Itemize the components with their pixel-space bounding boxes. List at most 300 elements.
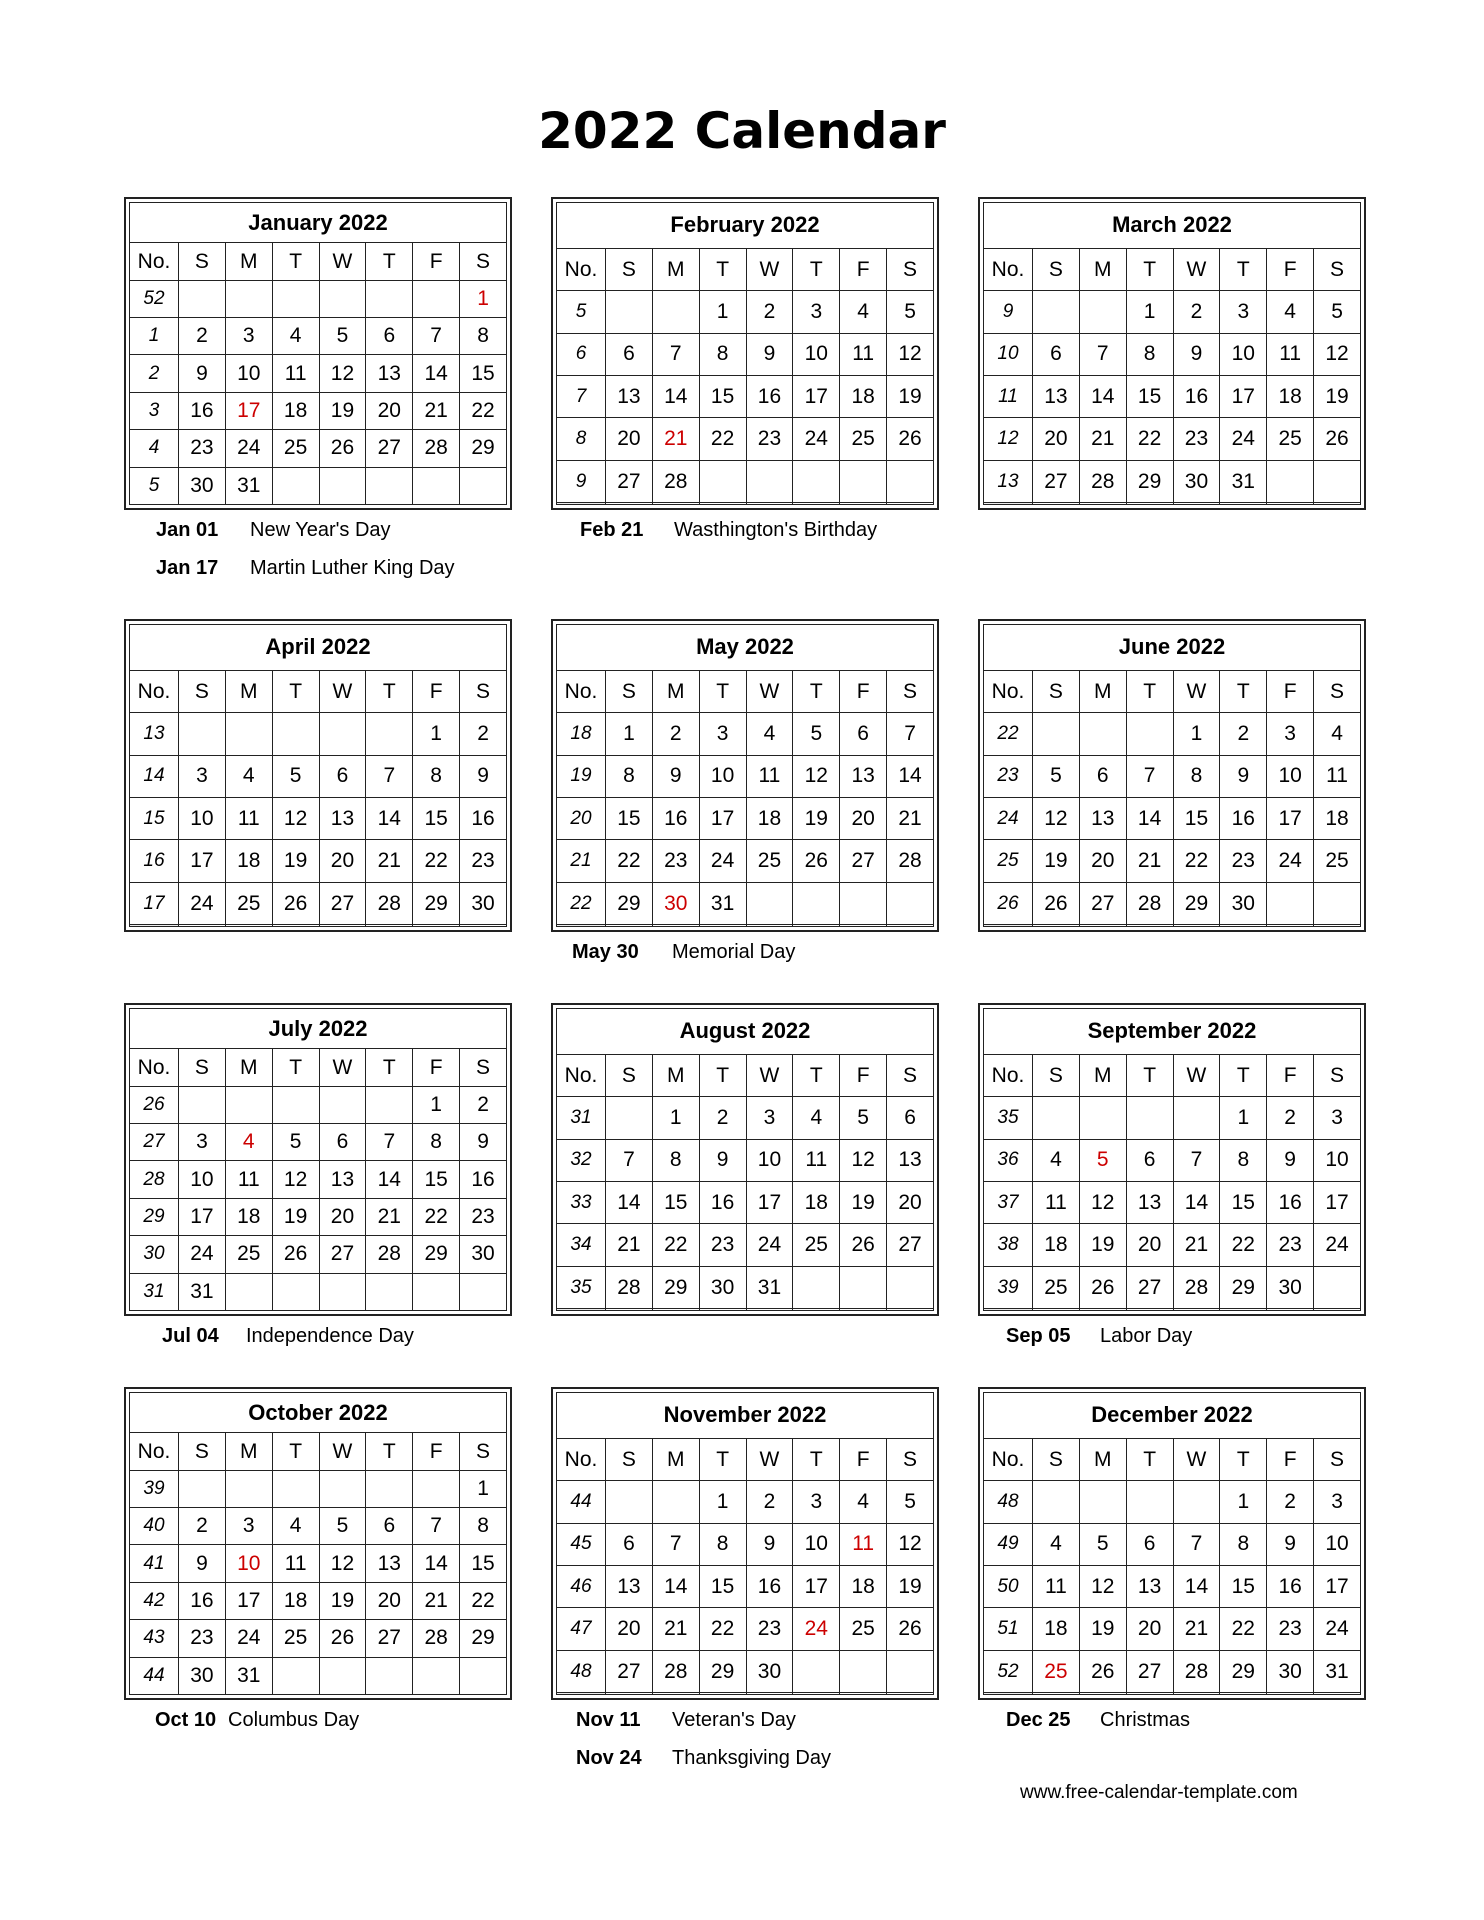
day-cell: 5 (887, 1481, 934, 1523)
day-cell: 22 (413, 1198, 460, 1235)
day-cell: 6 (1033, 333, 1080, 375)
week-number: 3 (130, 392, 179, 429)
week-number: 14 (130, 755, 179, 797)
week-row (984, 1182, 1361, 1224)
day-cell: 9 (746, 333, 793, 375)
day-cell (887, 1309, 934, 1311)
holiday-date: Feb 21 (580, 519, 644, 541)
day-cell (1033, 1309, 1080, 1311)
day-cell: 18 (840, 376, 887, 418)
day-cell (366, 1657, 413, 1694)
day-cell: 1 (1220, 1481, 1267, 1523)
day-cell: 18 (1033, 1608, 1080, 1650)
day-cell: 20 (366, 1582, 413, 1619)
day-cell: 2 (1267, 1481, 1314, 1523)
week-number: 27 (130, 1124, 179, 1161)
weekday-header: F (413, 243, 460, 280)
week-row (557, 1566, 934, 1608)
day-cell: 21 (887, 798, 934, 840)
day-cell: 9 (460, 1124, 507, 1161)
day-cell: 31 (179, 1273, 226, 1310)
day-cell (366, 280, 413, 317)
day-cell (1126, 925, 1173, 927)
weekday-header: M (652, 248, 699, 290)
day-cell (272, 1657, 319, 1694)
day-cell: 24 (179, 1236, 226, 1273)
week-number: 5 (557, 291, 606, 333)
holiday-date: Nov 11 (576, 1709, 641, 1731)
day-cell: 2 (460, 713, 507, 755)
weekday-header: T (366, 670, 413, 712)
day-cell: 26 (793, 840, 840, 882)
day-cell: 24 (793, 418, 840, 460)
month-title: March 2022 (984, 203, 1361, 249)
day-cell: 8 (1220, 1139, 1267, 1181)
day-cell: 21 (1126, 840, 1173, 882)
weekday-header: W (746, 1438, 793, 1480)
day-cell: 19 (1079, 1224, 1126, 1266)
day-cell: 1 (606, 713, 653, 755)
weekday-header: S (1314, 1054, 1361, 1096)
day-cell: 2 (746, 291, 793, 333)
day-cell (793, 1650, 840, 1692)
day-cell: 12 (1314, 333, 1361, 375)
week-row (557, 882, 934, 924)
day-cell: 29 (413, 1236, 460, 1273)
day-cell (699, 1309, 746, 1311)
day-cell: 23 (652, 840, 699, 882)
holiday-name: Labor Day (1100, 1325, 1193, 1347)
weekday-header: M (652, 1054, 699, 1096)
weekday-header: S (887, 670, 934, 712)
day-cell (1079, 1097, 1126, 1139)
month-title: September 2022 (984, 1009, 1361, 1055)
day-cell: 31 (225, 467, 272, 504)
day-cell: 20 (606, 418, 653, 460)
weekday-header: T (1126, 670, 1173, 712)
week-number: 45 (557, 1523, 606, 1565)
day-cell (746, 882, 793, 924)
holiday-date: Nov 24 (576, 1747, 642, 1769)
day-cell: 19 (272, 1198, 319, 1235)
day-cell (1314, 925, 1361, 927)
holiday-name: Memorial Day (672, 941, 796, 963)
day-cell: 1 (413, 1086, 460, 1123)
day-cell: 6 (887, 1097, 934, 1139)
day-cell: 29 (652, 1266, 699, 1308)
day-cell: 29 (699, 1650, 746, 1692)
day-cell: 20 (887, 1182, 934, 1224)
weekday-header: S (179, 1433, 226, 1470)
day-cell: 2 (1220, 713, 1267, 755)
day-cell: 10 (1220, 333, 1267, 375)
day-cell: 4 (1033, 1523, 1080, 1565)
weekday-header: T (272, 243, 319, 280)
day-cell (793, 503, 840, 505)
day-cell: 17 (1314, 1566, 1361, 1608)
day-cell: 20 (1079, 840, 1126, 882)
day-cell (606, 1097, 653, 1139)
day-cell: 24 (746, 1224, 793, 1266)
day-cell: 23 (746, 418, 793, 460)
holiday-name: New Year's Day (250, 519, 391, 541)
week-row (130, 1545, 507, 1582)
weekday-header: M (1079, 1438, 1126, 1480)
day-cell: 6 (366, 318, 413, 355)
day-cell: 30 (1267, 1266, 1314, 1308)
week-row (130, 1582, 507, 1619)
holiday-date: Oct 10 (155, 1709, 217, 1731)
day-cell: 20 (1033, 418, 1080, 460)
day-cell: 25 (840, 1608, 887, 1650)
week-row (557, 1224, 934, 1266)
week-row (984, 1481, 1361, 1523)
day-cell: 25 (1033, 1266, 1080, 1308)
week-row (130, 318, 507, 355)
month-title: June 2022 (984, 625, 1361, 671)
weekday-header: M (652, 670, 699, 712)
holiday-name: Martin Luther King Day (250, 557, 455, 579)
weekday-header: S (606, 248, 653, 290)
day-cell: 7 (366, 755, 413, 797)
day-cell: 7 (1173, 1139, 1220, 1181)
day-cell: 14 (1079, 376, 1126, 418)
week-number: 13 (130, 713, 179, 755)
day-cell: 23 (1220, 840, 1267, 882)
day-cell: 28 (1173, 1266, 1220, 1308)
day-cell: 14 (366, 1161, 413, 1198)
day-cell: 2 (1173, 291, 1220, 333)
day-cell: 2 (460, 1086, 507, 1123)
day-cell: 13 (606, 376, 653, 418)
day-cell (887, 460, 934, 502)
week-row (557, 1481, 934, 1523)
day-cell: 15 (413, 798, 460, 840)
week-number: 49 (984, 1523, 1033, 1565)
day-cell: 21 (606, 1224, 653, 1266)
day-cell: 15 (460, 355, 507, 392)
week-number: 24 (984, 798, 1033, 840)
week-number: 10 (984, 333, 1033, 375)
day-cell (1033, 291, 1080, 333)
day-cell: 11 (225, 1161, 272, 1198)
day-cell: 10 (1314, 1139, 1361, 1181)
week-number: 25 (984, 840, 1033, 882)
day-cell: 14 (366, 798, 413, 840)
day-cell: 18 (1314, 798, 1361, 840)
week-row (984, 925, 1361, 927)
day-cell (272, 280, 319, 317)
week-number (984, 503, 1033, 505)
week-row (130, 1236, 507, 1273)
day-cell: 1 (652, 1097, 699, 1139)
day-cell: 26 (319, 430, 366, 467)
day-cell: 16 (746, 1566, 793, 1608)
day-cell: 25 (746, 840, 793, 882)
weekday-header: W (1173, 1438, 1220, 1480)
day-cell: 25 (272, 430, 319, 467)
day-cell (413, 1273, 460, 1310)
day-cell: 27 (366, 430, 413, 467)
day-cell: 9 (179, 355, 226, 392)
day-cell (179, 1086, 226, 1123)
week-number: 39 (984, 1266, 1033, 1308)
day-cell: 17 (746, 1182, 793, 1224)
holiday-name: Columbus Day (228, 1709, 360, 1731)
week-number: 20 (557, 798, 606, 840)
day-cell: 25 (225, 1236, 272, 1273)
day-cell: 16 (1173, 376, 1220, 418)
day-cell: 12 (272, 798, 319, 840)
week-number: 44 (130, 1657, 179, 1694)
day-cell (746, 1693, 793, 1695)
day-cell: 29 (1220, 1650, 1267, 1692)
weekday-header: W (1173, 1054, 1220, 1096)
day-cell: 8 (413, 1124, 460, 1161)
day-cell: 24 (699, 840, 746, 882)
day-cell: 19 (1314, 376, 1361, 418)
day-cell: 1 (1220, 1097, 1267, 1139)
day-cell: 11 (840, 333, 887, 375)
holiday-date: Sep 05 (1006, 1325, 1071, 1347)
weekday-header: F (840, 1438, 887, 1480)
day-cell: 10 (699, 755, 746, 797)
week-number: 43 (130, 1620, 179, 1657)
day-cell: 30 (179, 1657, 226, 1694)
holiday-date: May 30 (572, 941, 639, 963)
weekday-header: S (1314, 1438, 1361, 1480)
day-cell: 15 (699, 1566, 746, 1608)
day-cell: 6 (1126, 1139, 1173, 1181)
week-number-header: No. (130, 1433, 179, 1470)
weekday-header: F (413, 1433, 460, 1470)
week-row (984, 376, 1361, 418)
week-row (130, 1508, 507, 1545)
day-cell (699, 925, 746, 927)
week-number: 26 (130, 1086, 179, 1123)
day-cell: 17 (793, 376, 840, 418)
day-cell (366, 1273, 413, 1310)
week-number: 4 (130, 430, 179, 467)
week-row (130, 430, 507, 467)
day-cell: 9 (1267, 1139, 1314, 1181)
day-cell: 2 (652, 713, 699, 755)
week-row (984, 1139, 1361, 1181)
day-cell: 11 (225, 798, 272, 840)
day-cell: 23 (1267, 1224, 1314, 1266)
day-cell: 8 (413, 755, 460, 797)
day-cell: 6 (840, 713, 887, 755)
week-row (130, 713, 507, 755)
weekday-header: F (1267, 670, 1314, 712)
day-cell: 15 (699, 376, 746, 418)
day-cell: 25 (840, 418, 887, 460)
day-cell: 4 (272, 318, 319, 355)
week-number: 48 (557, 1650, 606, 1692)
day-cell (179, 1470, 226, 1507)
week-row (557, 1266, 934, 1308)
day-cell (225, 1086, 272, 1123)
day-cell: 1 (1173, 713, 1220, 755)
day-cell: 12 (887, 333, 934, 375)
day-cell: 5 (1079, 1139, 1126, 1181)
day-cell: 13 (319, 1161, 366, 1198)
day-cell (319, 925, 366, 927)
day-cell (1267, 503, 1314, 505)
week-number (557, 503, 606, 505)
day-cell (1220, 1309, 1267, 1311)
day-cell: 16 (1267, 1182, 1314, 1224)
day-cell: 24 (1314, 1608, 1361, 1650)
day-cell: 15 (1126, 376, 1173, 418)
day-cell: 5 (1079, 1523, 1126, 1565)
weekday-header: S (460, 243, 507, 280)
weekday-header: T (366, 1049, 413, 1086)
day-cell: 13 (1126, 1182, 1173, 1224)
day-cell: 15 (652, 1182, 699, 1224)
day-cell: 31 (1314, 1650, 1361, 1692)
week-row (984, 1608, 1361, 1650)
day-cell: 23 (179, 1620, 226, 1657)
week-row (557, 925, 934, 927)
week-number: 30 (130, 1236, 179, 1273)
day-cell (179, 713, 226, 755)
day-cell: 15 (1173, 798, 1220, 840)
day-cell (1267, 1309, 1314, 1311)
month-calendar (551, 619, 939, 932)
day-cell: 3 (699, 713, 746, 755)
weekday-header: T (366, 1433, 413, 1470)
weekday-header: S (1033, 248, 1080, 290)
month-calendar (124, 619, 512, 932)
week-row (557, 333, 934, 375)
day-cell: 15 (460, 1545, 507, 1582)
day-cell: 5 (887, 291, 934, 333)
holiday-date: Jul 04 (162, 1325, 219, 1347)
day-cell: 25 (1314, 840, 1361, 882)
day-cell: 31 (746, 1266, 793, 1308)
week-row (130, 755, 507, 797)
day-cell: 4 (225, 1124, 272, 1161)
weekday-header: M (1079, 670, 1126, 712)
day-cell: 7 (413, 1508, 460, 1545)
day-cell: 5 (319, 1508, 366, 1545)
day-cell: 23 (460, 840, 507, 882)
day-cell: 13 (887, 1139, 934, 1181)
week-number-header: No. (984, 1438, 1033, 1480)
weekday-header: T (366, 243, 413, 280)
day-cell: 21 (1173, 1224, 1220, 1266)
week-number: 1 (130, 318, 179, 355)
day-cell: 11 (272, 355, 319, 392)
day-cell: 27 (1079, 882, 1126, 924)
weekday-header: T (272, 1049, 319, 1086)
day-cell: 6 (1126, 1523, 1173, 1565)
day-cell (746, 460, 793, 502)
day-cell (1173, 1097, 1220, 1139)
day-cell: 21 (652, 1608, 699, 1650)
week-number-header: No. (130, 1049, 179, 1086)
week-row (984, 1650, 1361, 1692)
day-cell (1079, 925, 1126, 927)
day-cell: 20 (366, 392, 413, 429)
day-cell: 27 (1126, 1266, 1173, 1308)
day-cell: 10 (179, 1161, 226, 1198)
day-cell: 23 (746, 1608, 793, 1650)
week-number: 17 (130, 882, 179, 924)
day-cell: 7 (1173, 1523, 1220, 1565)
day-cell: 14 (1173, 1182, 1220, 1224)
day-cell: 15 (413, 1161, 460, 1198)
day-cell (366, 467, 413, 504)
day-cell: 19 (840, 1182, 887, 1224)
week-number (984, 1309, 1033, 1311)
day-cell (840, 1266, 887, 1308)
week-row (557, 1608, 934, 1650)
weekday-header: M (652, 1438, 699, 1480)
day-cell: 29 (460, 1620, 507, 1657)
day-cell: 14 (1126, 798, 1173, 840)
day-cell: 7 (652, 333, 699, 375)
day-cell: 3 (793, 1481, 840, 1523)
day-cell (1314, 1693, 1361, 1695)
day-cell: 20 (319, 1198, 366, 1235)
day-cell: 13 (1079, 798, 1126, 840)
month-title: November 2022 (557, 1393, 934, 1439)
day-cell: 11 (840, 1523, 887, 1565)
day-cell: 6 (319, 755, 366, 797)
day-cell (272, 713, 319, 755)
day-cell: 25 (225, 882, 272, 924)
weekday-header: S (460, 1049, 507, 1086)
week-number: 28 (130, 1161, 179, 1198)
day-cell: 8 (460, 318, 507, 355)
weekday-header: T (699, 1438, 746, 1480)
day-cell: 11 (1314, 755, 1361, 797)
week-number: 44 (557, 1481, 606, 1523)
week-row (984, 418, 1361, 460)
day-cell: 17 (1267, 798, 1314, 840)
week-number: 35 (984, 1097, 1033, 1139)
week-row (984, 1309, 1361, 1311)
day-cell: 9 (179, 1545, 226, 1582)
day-cell: 9 (652, 755, 699, 797)
day-cell: 5 (1314, 291, 1361, 333)
month-calendar (551, 1003, 939, 1316)
week-row (984, 503, 1361, 505)
week-row (984, 798, 1361, 840)
day-cell: 17 (179, 1198, 226, 1235)
day-cell: 17 (699, 798, 746, 840)
holiday-date: Jan 17 (156, 557, 219, 579)
day-cell: 22 (413, 840, 460, 882)
day-cell: 29 (460, 430, 507, 467)
day-cell: 12 (887, 1523, 934, 1565)
week-row (130, 1124, 507, 1161)
day-cell: 22 (1220, 1224, 1267, 1266)
week-number: 6 (557, 333, 606, 375)
day-cell: 18 (225, 840, 272, 882)
day-cell (652, 925, 699, 927)
day-cell (606, 503, 653, 505)
weekday-header: T (699, 1054, 746, 1096)
day-cell (1126, 1693, 1173, 1695)
week-row (130, 280, 507, 317)
day-cell: 31 (225, 1657, 272, 1694)
page-title: 2022 Calendar (538, 102, 946, 160)
day-cell: 22 (460, 1582, 507, 1619)
week-number: 23 (984, 755, 1033, 797)
